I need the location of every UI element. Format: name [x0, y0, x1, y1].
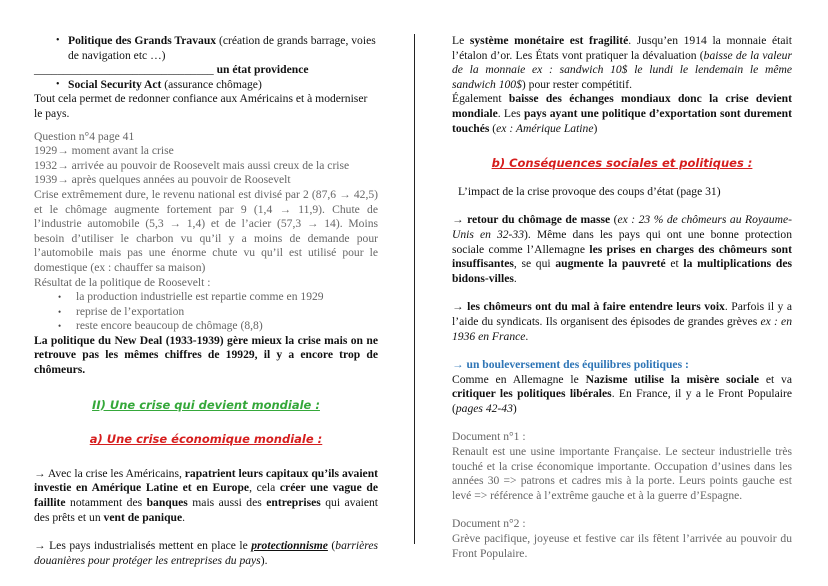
q4-line-1932: 1932→ arrivée au pouvoir de Roosevelt mais aussi creux de la crise [34, 158, 350, 172]
document-2-text: Grève pacifique, joyeuse et festive car ils fêtent l’arrivée au pouvoir du Front Populaire. [452, 532, 792, 560]
bullet-social-security: • Social Security Act (assurance chômage) [34, 78, 378, 93]
document-1-title: Document n°1 : [452, 430, 526, 444]
subsection-heading-b: b) Conséquences sociales et politiques : [491, 156, 753, 171]
monetaire-paragraph: Le système monétaire est fragilité. Jusqu’en 1914 la monnaie était l’étalon d’or. Les États vont pratiquer la dévaluation (baisse de la valeur de la monnaie ex : sandwich 10$ le lundi le lendemain le même sandwich 100$) pour rester compétitif. [452, 34, 792, 91]
bullet-grands-travaux: • Politique des Grands Travaux (création de grands barrage, voies de navigation etc …) [34, 34, 378, 63]
nazisme-paragraph: Comme en Allemagne le Nazisme utilise la misère sociale et va critiquer les politiques libérales. En France, il y a le Front Populaire (pages 42-43) [452, 372, 793, 415]
subsection-heading-a: a) Une crise économique mondiale : [89, 432, 323, 447]
section-heading-2: II) Une crise qui devient mondiale : [92, 397, 320, 412]
document-1-text: Renault est une usine importante Française. Le secteur industrielle très touché et la crise économique importante. Occupation d’usines dans les années 30 => patrons et cadres mis à la porte. Leurs points gauche est levé => référence à l’extrême gauche et à la guerre d’Espagne. [452, 445, 792, 502]
chomeurs-voix-paragraph: → les chômeurs ont du mal à faire entendre leurs voix. Parfois il y a l’aide du syndicats. Ils organisent des épisodes de grandes grèves ex : en 1936 en France. [452, 300, 792, 343]
q4-line-1929: 1929→ moment avant la crise [34, 144, 174, 158]
chomage-paragraph: → retour du chômage de masse (ex : 23 % de chômeurs au Royaume-Unis en 32-33). Même dans les pays qui ont une bonne protection sociale comme l’Allemagne les prises en charges des chômeurs sont insuffisantes, se qui augmente la pauvreté et la multiplications des bidons-villes. [452, 213, 792, 285]
result-title: Résultat de la politique de Roosevelt : [34, 275, 211, 289]
question-4-title: Question n°4 page 41 [34, 129, 135, 143]
blank-line-etat-providence: _______________________________ un état providence [34, 63, 309, 77]
bouleversement-heading: → un bouleversement des équilibres politiques : [452, 358, 689, 372]
left-column [34, 34, 378, 568]
new-deal-paragraph: La politique du New Deal (1933-1939) gère mieux la crise mais on ne retrouve pas les mêmes chiffres de 19929, il y a encore trop de chômeurs. [34, 333, 378, 377]
echanges-paragraph: Également baisse des échanges mondiaux donc la crise devient mondiale. Les pays ayant une politique d’exportation sont durement touchés (ex : Amérique Latine) [452, 92, 792, 135]
q4-paragraph: Crise extrêmement dure, le revenu national est divisé par 2 (87,6 → 42,5) et le chômage augmente fortement par 9 (1,4 → 11,9). Chute de l’industrie automobile (5,3 → 1,4) et de l’acier (57,3 → 14). Moins besoin d’utiliser le charbon vu qu’il y a moins de demande pour l’automobile mais pas une énorme chute vu qu’il est utilisé pour le domestique (ex : chauffer sa maison) [34, 187, 378, 274]
right-column [452, 34, 792, 561]
result-item: • la production industrielle est repartie comme en 1929 [34, 290, 378, 305]
result-item: • reste encore beaucoup de chômage (8,8) [34, 319, 378, 334]
confiance-text: Tout cela permet de redonner confiance aux Américains et à moderniser le pays. [34, 92, 368, 120]
impact-line: L’impact de la crise provoque des coups d’état (page 31) [458, 184, 721, 198]
document-2-title: Document n°2 : [452, 517, 526, 531]
protectionnisme-paragraph: → Les pays industrialisés mettent en place le protectionnisme (barrières douanières pour protéger les entreprises du pays). [34, 539, 378, 567]
column-divider [414, 34, 415, 544]
q4-line-1939: 1939→ après quelques années au pouvoir de Roosevelt [34, 173, 291, 187]
result-item: • reprise de l’exportation [34, 305, 378, 320]
capitaux-paragraph: → Avec la crise les Américains, rapatrient leurs capitaux qu’ils avaient investie en Amérique Latine et en Europe, cela créer une vague de faillite notamment des banques mais aussi des entreprises qui avaient des prêts et un vent de panique. [34, 466, 379, 524]
